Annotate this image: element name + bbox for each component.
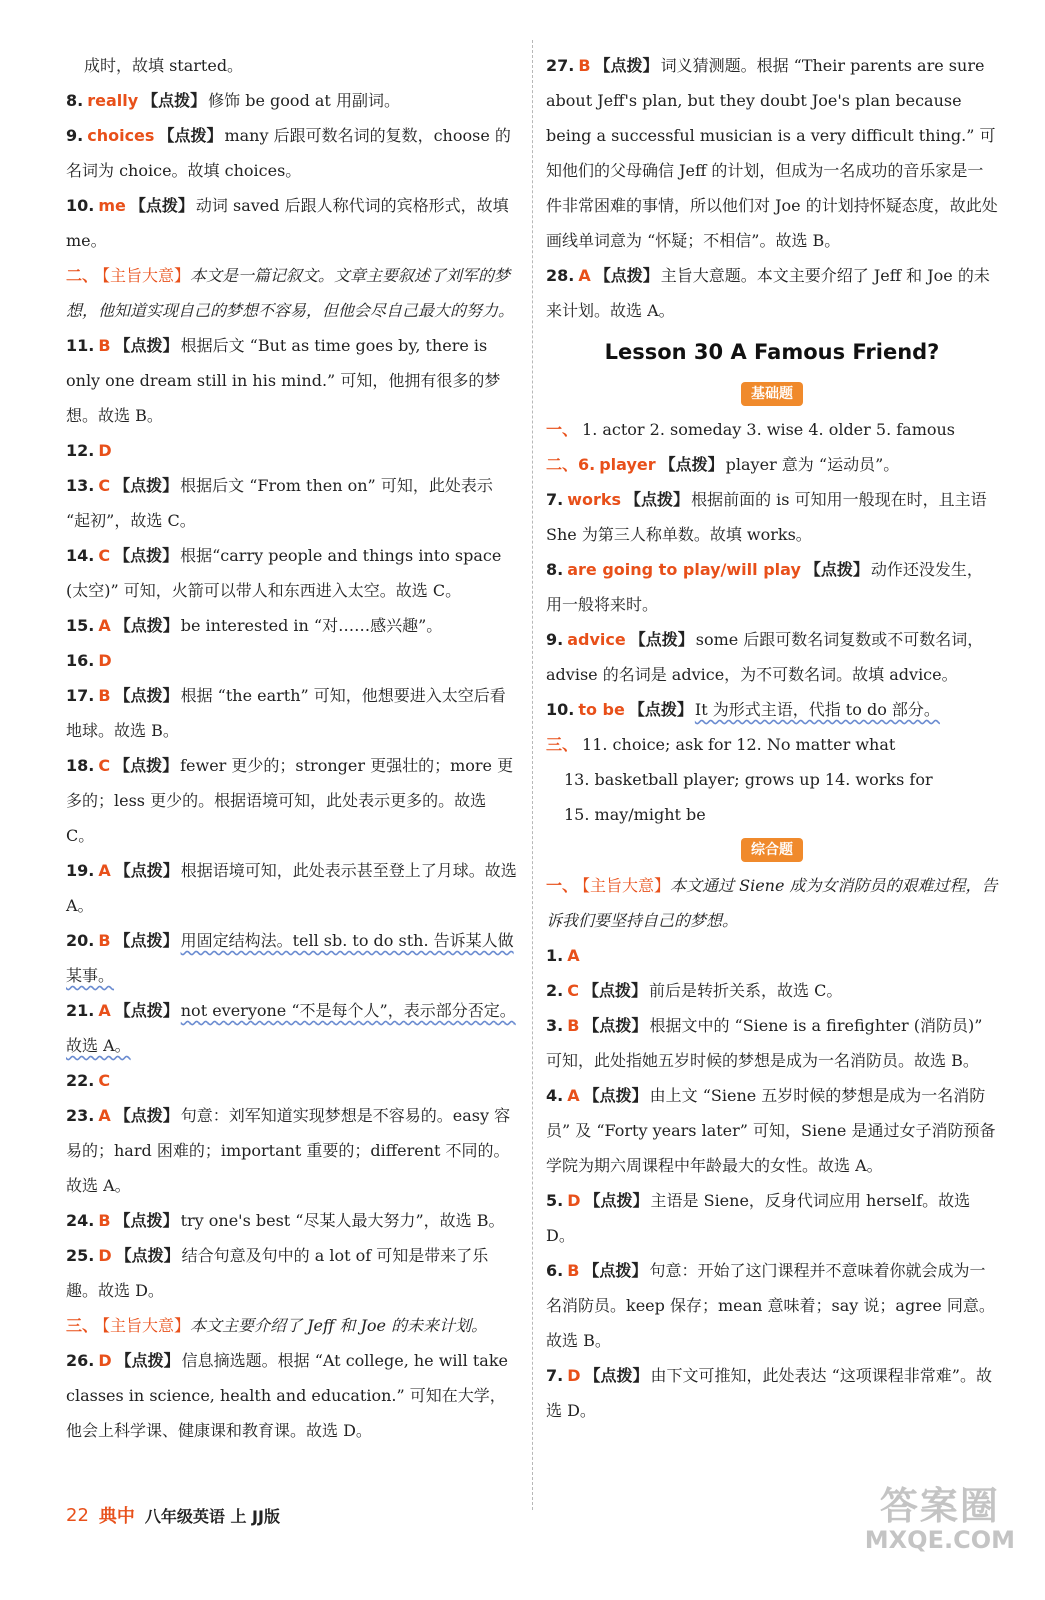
brand-logo: 典中 [98,1506,135,1527]
explanation: 根据后文 “From then on” 可知，此处表示 “起初”，故选 C。 [66,476,493,530]
answer-item [66,328,518,433]
answer-item [66,1238,518,1308]
answer: C [98,756,111,775]
answer-item [546,1253,998,1358]
item-number: 13. [66,476,95,495]
answer-item [66,118,518,188]
explanation: 句意：开始了这门课程并不意味着你就会成为一名消防员。keep 保存；mean 意味着；say 说；agree 同意。故选 B。 [546,1261,995,1350]
answer: B [567,1261,580,1280]
answer-item [546,797,998,832]
hint-tag: 【点拨】 [115,1246,180,1265]
item-number: 22. [66,1071,95,1090]
answer-item [66,1063,518,1098]
answer: A [567,1086,580,1105]
answer-item [546,727,998,762]
item-number: 18. [66,756,95,775]
hint-tag: 【点拨】 [114,861,179,880]
item-number: 14. [66,546,95,565]
answer: advice [567,630,626,649]
explanation: 动词 saved 后跟人称代词的宾格形式，故填 me。 [66,196,509,250]
answer-item [66,1203,518,1238]
hint-tag: 【点拨】 [582,981,647,1000]
item-number: 15. [66,616,95,635]
hint-tag: 【点拨】 [804,560,869,579]
answer-item [66,923,518,993]
answer-item [66,1343,518,1448]
explanation: 15. may/might be [564,805,706,824]
basic-answers [546,412,998,832]
answer: player [599,455,656,474]
explanation: 本文通过 Siene 成为女消防员的艰难过程，告诉我们要坚持自己的梦想。 [546,876,998,930]
item-number: 8. [66,91,84,110]
answer-item [66,258,518,328]
basic-section-badge: 基础题 [741,382,803,406]
explanation: 11. choice; ask for 12. No matter what [582,735,896,754]
lesson-title: Lesson 30 A Famous Friend? [604,340,940,364]
answer-item [66,853,518,923]
answer-item [546,412,998,447]
hint-tag: 【点拨】 [583,1261,648,1280]
item-number: 7. [546,490,564,509]
comprehensive-section-badge: 综合题 [741,838,803,862]
answer-item [66,748,518,853]
item-number: 4. [546,1086,564,1105]
item-number: 9. [66,126,84,145]
explanation: It 为形式主语，代指 to do 部分。 [694,700,940,719]
explanation: 13. basketball player; grows up 14. works for [564,770,933,789]
hint-tag: 【点拨】 [114,756,179,775]
explanation: be interested in “对……感兴趣”。 [180,616,443,635]
explanation: fewer 更少的；stronger 更强壮的；more 更多的；less 更少的。根据语境可知，此处表示更多的。故选 C。 [66,756,514,845]
explanation: 根据 “the earth” 可知，他想要进入太空后看地球。故选 B。 [66,686,506,740]
explanation: 词义猜测题。根据 “Their parents are sure about Jeff's plan, but they doubt Joe's plan because being a successful musician is a very difficult thing.” 可知他们的父母确信 Jeff 的计划，但成为一名成功的音乐家是一件非常困难的事情，所以他们对 Joe 的计划持怀疑态度，故此处画线单词意为 “怀疑；不相信”。故选 B。 [546,56,998,250]
answer: B [98,336,111,355]
answer-item [546,447,998,482]
item-number: 21. [66,1001,95,1020]
hint-tag: 【点拨】 [114,686,179,705]
explanation: try one's best “尽某人最大努力”，故选 B。 [180,1211,505,1230]
answer-item [546,692,998,727]
explanation: 主旨大意题。本文主要介绍了 Jeff 和 Joe 的未来计划。故选 A。 [546,266,990,320]
answer-item [546,622,998,692]
answer-item [66,1098,518,1203]
explanation: 由上文 “Siene 五岁时候的梦想是成为一名消防员” 及 “Forty years later” 可知，Siene 是通过女子消防预备学院为期六周课程中年龄最大的女性。故选 A。 [546,1086,996,1175]
answer-item [546,938,998,973]
answer: D [567,1366,581,1385]
hint-tag: 【点拨】 [594,56,659,75]
item-number: 5. [546,1191,564,1210]
answer-item [546,1183,998,1253]
explanation: 根据后文 “But as time goes by, there is only one dream still in his mind.” 可知，他拥有很多的梦想。故选 B。 [66,336,501,425]
column-divider [532,40,533,1510]
answer: D [98,1351,112,1370]
hint-tag: 【点拨】 [114,616,179,635]
hint-tag: 【点拨】 [583,1016,648,1035]
item-number: 3. [546,1016,564,1035]
answer: D [98,651,112,670]
item-number: 26. [66,1351,95,1370]
answer: B [98,686,111,705]
hint-tag: 【点拨】 [659,455,724,474]
explanation: not everyone “不是每个人”，表示部分否定。故选 A。 [66,1001,516,1055]
item-number: 28. [546,266,575,285]
answer-item [546,868,998,938]
answer-item [66,608,518,643]
item-number: 20. [66,931,95,950]
answer-item [546,762,998,797]
item-number: 10. [546,700,575,719]
hint-tag: 【点拨】 [584,1191,649,1210]
answer: works [567,490,622,509]
answer: to be [578,700,625,719]
answer: choices [87,126,155,145]
hint-tag: 【点拨】 [114,1001,179,1020]
section-tag: 【主旨大意】 [102,266,191,285]
page-footer [66,1497,280,1533]
hint-tag: 【点拨】 [114,1211,179,1230]
item-number: 27. [546,56,575,75]
hint-tag: 【点拨】 [629,630,694,649]
answer-item [66,433,518,468]
watermark [865,1486,1015,1554]
right-column [546,48,998,1428]
answer-item [66,643,518,678]
answer: D [98,1246,112,1265]
item-number: 三、 [66,1316,99,1335]
answer: C [98,546,111,565]
answer: are going to play/will play [567,560,801,579]
answer-item [546,1358,998,1428]
answer: D [98,441,112,460]
hint-tag: 【点拨】 [628,700,693,719]
watermark-text: 答案圈 [879,1484,1000,1528]
explanation: 修饰 be good at 用副词。 [208,91,400,110]
answer-item [66,678,518,748]
item-number: 二、 [66,266,99,285]
hint-tag: 【点拨】 [114,546,179,565]
explanation: player 意为 “运动员”。 [725,455,900,474]
answer-item [546,1078,998,1183]
answer: A [98,861,111,880]
item-number: 三、 [546,735,579,754]
hint-tag: 【点拨】 [584,1366,649,1385]
answer: B [578,56,591,75]
answer-item [66,538,518,608]
explanation: 用固定结构法。tell sb. to do sth. 告诉某人做某事。 [66,931,514,985]
item-number: 9. [546,630,564,649]
answer-item [66,1308,518,1343]
hint-tag: 【点拨】 [594,266,659,285]
item-number: 24. [66,1211,95,1230]
answer: C [567,981,579,1000]
item-number: 1. [546,946,564,965]
answer-item [66,468,518,538]
explanation: 动作还没发生，用一般将来时。 [546,560,983,614]
answer-item [546,482,998,552]
answer-item [66,188,518,258]
answer: D [567,1191,581,1210]
item-number: 7. [546,1366,564,1385]
lesson-29-answers [546,48,998,328]
hint-tag: 【点拨】 [115,1351,180,1370]
answer-item [546,1008,998,1078]
explanation: 根据前面的 is 可知用一般现在时，且主语 She 为第三人称单数。故填 works。 [546,490,987,544]
hint-tag: 【点拨】 [114,1106,179,1125]
explanation: 由下文可推知，此处表达 “这项课程非常难”。故选 D。 [546,1366,992,1420]
hint-tag: 【点拨】 [114,931,179,950]
explanation: some 后跟可数名词复数或不可数名词，advise 的名词是 advice，为不可数名词。故填 advice。 [546,630,984,684]
explanation: 根据文中的 “Siene is a firefighter (消防员)” 可知，此处指她五岁时候的梦想是成为一名消防员。故选 B。 [546,1016,983,1070]
answer: B [567,1016,580,1035]
hint-tag: 【点拨】 [625,490,690,509]
item-number: 一、 [546,420,579,439]
answer-item [546,973,998,1008]
explanation: 根据语境可知，此处表示甚至登上了月球。故选 A。 [66,861,517,915]
answer-item [546,48,998,258]
book-title: 八年级英语 上 JJ版 [144,1506,280,1526]
answer: me [98,196,126,215]
answer: A [98,1106,111,1125]
answer-item [546,552,998,622]
item-number: 16. [66,651,95,670]
item-number: 23. [66,1106,95,1125]
item-number: 12. [66,441,95,460]
explanation: 1. actor 2. someday 3. wise 4. older 5. famous [582,420,956,439]
answer: really [87,91,139,110]
item-number: 19. [66,861,95,880]
answer: C [98,476,111,495]
hint-tag: 【点拨】 [583,1086,648,1105]
item-number: 17. [66,686,95,705]
item-number: 一、 [546,876,579,895]
page-number: 22 [66,1504,89,1526]
answer-item [66,993,518,1063]
explanation: 信息摘选题。根据 “At college, he will take classes in science, health and education.” 可知在大学，他会上科学课、健康课和教育课。故选 D。 [66,1351,509,1440]
item-number: 6. [546,1261,564,1280]
explanation: 成时，故填 started。 [84,56,244,75]
hint-tag: 【点拨】 [142,91,207,110]
explanation: 结合句意及句中的 a lot of 可知是带来了乐趣。故选 D。 [66,1246,489,1300]
explanation: 主语是 Siene，反身代词应用 herself。故选 D。 [546,1191,971,1245]
hint-tag: 【点拨】 [114,476,179,495]
item-number: 10. [66,196,95,215]
watermark-url: MXQE.COM [864,1526,1015,1554]
hint-tag: 【点拨】 [129,196,194,215]
section-tag: 【主旨大意】 [102,1316,191,1335]
answer-item [546,258,998,328]
comprehensive-answers [546,868,998,1428]
item-number: 二、6. [546,455,596,474]
item-number: 11. [66,336,95,355]
answer: B [98,931,111,950]
answer: A [98,1001,111,1020]
item-number: 8. [546,560,564,579]
section-tag: 【主旨大意】 [582,876,671,895]
explanation: 前后是转折关系，故选 C。 [648,981,843,1000]
explanation: 本文是一篇记叙文。文章主要叙述了刘军的梦想，他知道实现自己的梦想不容易，但他会尽自己最大的努力。 [66,266,515,320]
answer-item [66,83,518,118]
explanation: 根据“carry people and things into space (太空)” 可知，火箭可以带人和东西进入太空。故选 C。 [66,546,502,600]
answer-item [66,48,518,83]
left-column [66,48,518,1448]
answer: C [98,1071,111,1090]
answer: B [98,1211,111,1230]
hint-tag: 【点拨】 [114,336,179,355]
hint-tag: 【点拨】 [158,126,223,145]
item-number: 2. [546,981,564,1000]
explanation: many 后跟可数名词的复数，choose 的名词为 choice。故填 choices。 [66,126,511,180]
answer: A [578,266,591,285]
item-number: 25. [66,1246,95,1265]
explanation: 句意：刘军知道实现梦想是不容易的。easy 容易的；hard 困难的；important 重要的；different 不同的。故选 A。 [66,1106,511,1195]
answer: A [567,946,580,965]
answer: A [98,616,111,635]
explanation: 本文主要介绍了 Jeff 和 Joe 的未来计划。 [190,1316,488,1335]
